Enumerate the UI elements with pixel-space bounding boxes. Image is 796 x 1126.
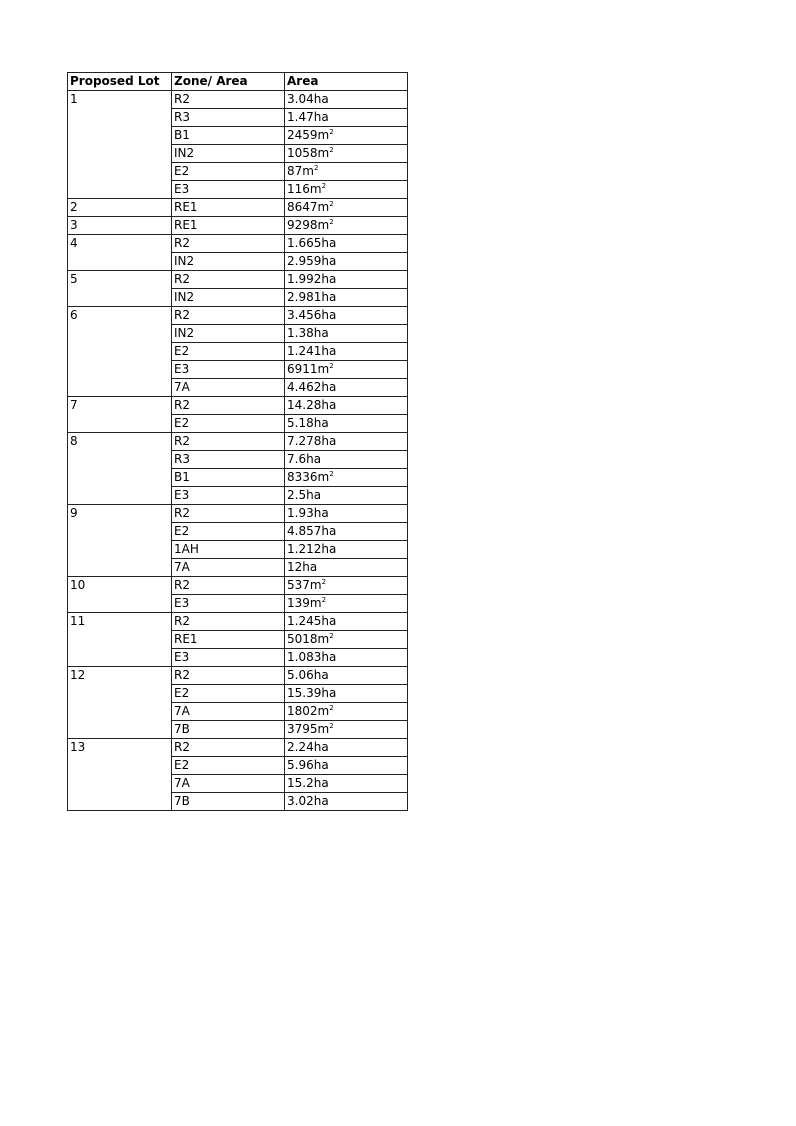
lot-number-cell: 10 [68,577,172,613]
superscript-two: 2 [329,218,334,226]
zone-cell: 1AH [172,541,285,559]
superscript-two: 2 [329,362,334,370]
zone-cell: 7B [172,721,285,739]
zone-cell: E2 [172,685,285,703]
area-cell: 2.981ha [285,289,408,307]
area-cell: 3.04ha [285,91,408,109]
header-row [68,73,408,91]
zone-cell: E2 [172,757,285,775]
zone-cell: R2 [172,613,285,631]
lot-zoning-table [67,72,408,811]
zone-cell: RE1 [172,217,285,235]
zone-cell: E3 [172,487,285,505]
zone-cell: E2 [172,343,285,361]
table-row [68,235,408,253]
superscript-two: 2 [329,704,334,712]
zone-cell: R2 [172,307,285,325]
area-cell: 5.96ha [285,757,408,775]
header-area: Area [285,73,408,91]
table-row [68,667,408,685]
superscript-two: 2 [329,200,334,208]
area-cell: 5.18ha [285,415,408,433]
zone-cell: R2 [172,235,285,253]
area-cell: 3.456ha [285,307,408,325]
table-row [68,433,408,451]
area-cell: 1.992ha [285,271,408,289]
zone-cell: E2 [172,523,285,541]
zone-cell: R2 [172,739,285,757]
area-cell: 3.02ha [285,793,408,811]
header-zone-area: Zone/ Area [172,73,285,91]
zone-cell: B1 [172,127,285,145]
area-cell: $139m^2$ [285,595,408,613]
lot-number-cell: 11 [68,613,172,667]
zone-cell: RE1 [172,199,285,217]
area-cell: $87m^2$ [285,163,408,181]
area-cell: 14.28ha [285,397,408,415]
table-body [68,91,408,811]
area-cell: 15.2ha [285,775,408,793]
area-cell: 1.212ha [285,541,408,559]
zone-cell: B1 [172,469,285,487]
area-cell: $116m^2$ [285,181,408,199]
area-cell: 4.462ha [285,379,408,397]
zone-cell: E3 [172,595,285,613]
area-cell: 2.959ha [285,253,408,271]
lot-number-cell: 2 [68,199,172,217]
lot-number-cell: 1 [68,91,172,199]
zone-cell: 7A [172,559,285,577]
area-cell: $8336m^2$ [285,469,408,487]
superscript-two: 2 [329,146,334,154]
superscript-two: 2 [313,164,319,172]
zone-cell: 7A [172,775,285,793]
header-proposed-lot: Proposed Lot [68,73,172,91]
lot-number-cell: 8 [68,433,172,505]
zone-cell: 7A [172,379,285,397]
table-row [68,271,408,289]
table-row [68,739,408,757]
superscript-two: 2 [329,128,334,136]
table-row [68,577,408,595]
area-cell: $1058m^2$ [285,145,408,163]
area-cell: 1.241ha [285,343,408,361]
area-cell: 2.24ha [285,739,408,757]
zone-cell: E3 [172,361,285,379]
superscript-two: 2 [329,632,334,640]
lot-number-cell: 9 [68,505,172,577]
area-cell: $5018m^2$ [285,631,408,649]
zone-cell: R2 [172,397,285,415]
lot-number-cell: 7 [68,397,172,433]
zone-cell: E2 [172,163,285,181]
superscript-two: 2 [329,722,334,730]
table-row [68,397,408,415]
zone-cell: IN2 [172,289,285,307]
zone-cell: R2 [172,577,285,595]
lot-number-cell: 5 [68,271,172,307]
superscript-two: 2 [321,182,327,190]
area-cell: $6911m^2$ [285,361,408,379]
zone-cell: R3 [172,109,285,127]
area-cell: $537m^2$ [285,577,408,595]
lot-number-cell: 12 [68,667,172,739]
table-row [68,217,408,235]
lot-number-cell: 3 [68,217,172,235]
zone-cell: E3 [172,181,285,199]
zone-cell: E2 [172,415,285,433]
table-row [68,91,408,109]
superscript-two: 2 [321,578,327,586]
area-cell: 1.245ha [285,613,408,631]
zone-cell: IN2 [172,325,285,343]
table-row [68,199,408,217]
zone-cell: RE1 [172,631,285,649]
area-cell: $3795m^2$ [285,721,408,739]
zone-cell: R2 [172,91,285,109]
area-cell: 2.5ha [285,487,408,505]
zone-cell: R3 [172,451,285,469]
table-row [68,307,408,325]
zone-cell: 7A [172,703,285,721]
zone-cell: R2 [172,667,285,685]
zone-cell: IN2 [172,145,285,163]
table-row [68,613,408,631]
area-cell: 1.47ha [285,109,408,127]
zone-cell: R2 [172,505,285,523]
superscript-two: 2 [321,596,327,604]
area-cell: 12ha [285,559,408,577]
lot-number-cell: 13 [68,739,172,811]
superscript-two: 2 [329,470,334,478]
zone-cell: E3 [172,649,285,667]
area-cell: $9298m^2$ [285,217,408,235]
zone-cell: R2 [172,433,285,451]
area-cell: 7.6ha [285,451,408,469]
area-cell: $2459m^2$ [285,127,408,145]
area-cell: 1.665ha [285,235,408,253]
area-cell: 15.39ha [285,685,408,703]
area-cell: 1.083ha [285,649,408,667]
area-cell: 1.93ha [285,505,408,523]
zone-cell: R2 [172,271,285,289]
lot-number-cell: 6 [68,307,172,397]
table-row [68,505,408,523]
area-cell: 7.278ha [285,433,408,451]
zone-cell: IN2 [172,253,285,271]
zone-cell: 7B [172,793,285,811]
area-cell: 4.857ha [285,523,408,541]
area-cell: $8647m^2$ [285,199,408,217]
area-cell: $1802m^2$ [285,703,408,721]
lot-number-cell: 4 [68,235,172,271]
area-cell: 5.06ha [285,667,408,685]
table-header [68,73,408,91]
area-cell: 1.38ha [285,325,408,343]
